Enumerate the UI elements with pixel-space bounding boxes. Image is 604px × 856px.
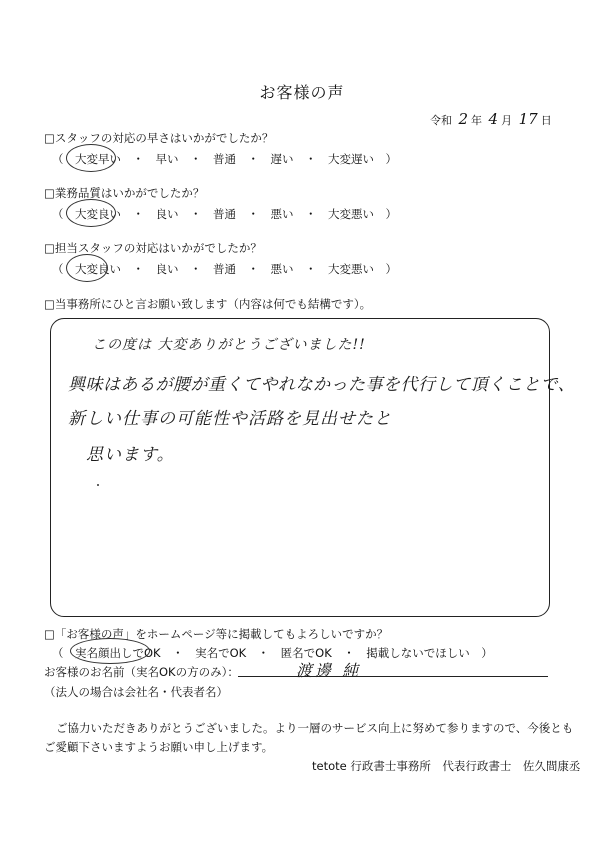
comment-line: 新しい仕事の可能性や活路を見出せたと <box>68 409 392 429</box>
comment-box[interactable] <box>50 318 550 617</box>
question-speed: □スタッフの対応の早さはいかがでしたか？ <box>44 131 274 145</box>
question-quality: □業務品質はいかがでしたか？ <box>44 186 205 200</box>
closing-line: ご協力いただきありがとうございました。より一層のサービス向上に努めて参りますので、今後とも <box>56 721 574 735</box>
date-year-unit: 年 <box>471 114 483 127</box>
comment-line: 思います。 <box>86 445 175 465</box>
date-day-unit: 日 <box>540 114 552 127</box>
date-era: 令和 <box>430 114 452 127</box>
closing-line: ご愛顧下さいますようお願い申し上げます。 <box>44 740 274 754</box>
date-month-unit: 月 <box>501 114 513 127</box>
comment-line: 興味はあるが腰が重くてやれなかった事を代行して頂くことで、 <box>68 375 576 395</box>
date-month: 4 <box>488 110 499 128</box>
page-title: お客様の声 <box>259 83 345 102</box>
date-field <box>430 110 552 128</box>
date-day: 17 <box>518 110 538 128</box>
customer-name[interactable]: 渡邊 純 <box>296 661 362 680</box>
selection-circle <box>70 638 150 664</box>
date-year: 2 <box>458 110 469 128</box>
name-underline <box>238 676 548 677</box>
publish-question: □「お客様の声」をホームページ等に掲載してもよろしいですか？ <box>44 627 389 641</box>
selection-circle <box>66 199 116 227</box>
comment-line: この度は 大変ありがとうございました!! <box>92 337 366 353</box>
office-footer: tetote 行政書士事務所 代表行政書士 佐久間康丞 <box>312 759 581 773</box>
pen-mark <box>97 484 99 486</box>
corporate-note: （法人の場合は会社名・代表者名） <box>44 685 228 699</box>
comment-prompt: □当事務所にひと言お願い致します（内容は何でも結構です）。 <box>44 297 372 311</box>
name-label: お客様のお名前（実名OKの方のみ）： <box>44 665 239 679</box>
selection-circle <box>66 144 116 172</box>
options-speed[interactable]: （ 大変早い ・ 早い ・ 普通 ・ 遅い ・ 大変遅い ） <box>52 152 397 166</box>
options-quality[interactable]: （ 大変良い ・ 良い ・ 普通 ・ 悪い ・ 大変悪い ） <box>52 207 397 221</box>
question-staff: □担当スタッフの対応はいかがでしたか？ <box>44 241 262 255</box>
publish-options[interactable]: （ 実名顔出しでOK ・ 実名でOK ・ 匿名でOK ・ 掲載しないでほしい ） <box>52 646 493 660</box>
options-staff[interactable]: （ 大変良い ・ 良い ・ 普通 ・ 悪い ・ 大変悪い ） <box>52 262 397 276</box>
selection-circle <box>66 254 108 282</box>
